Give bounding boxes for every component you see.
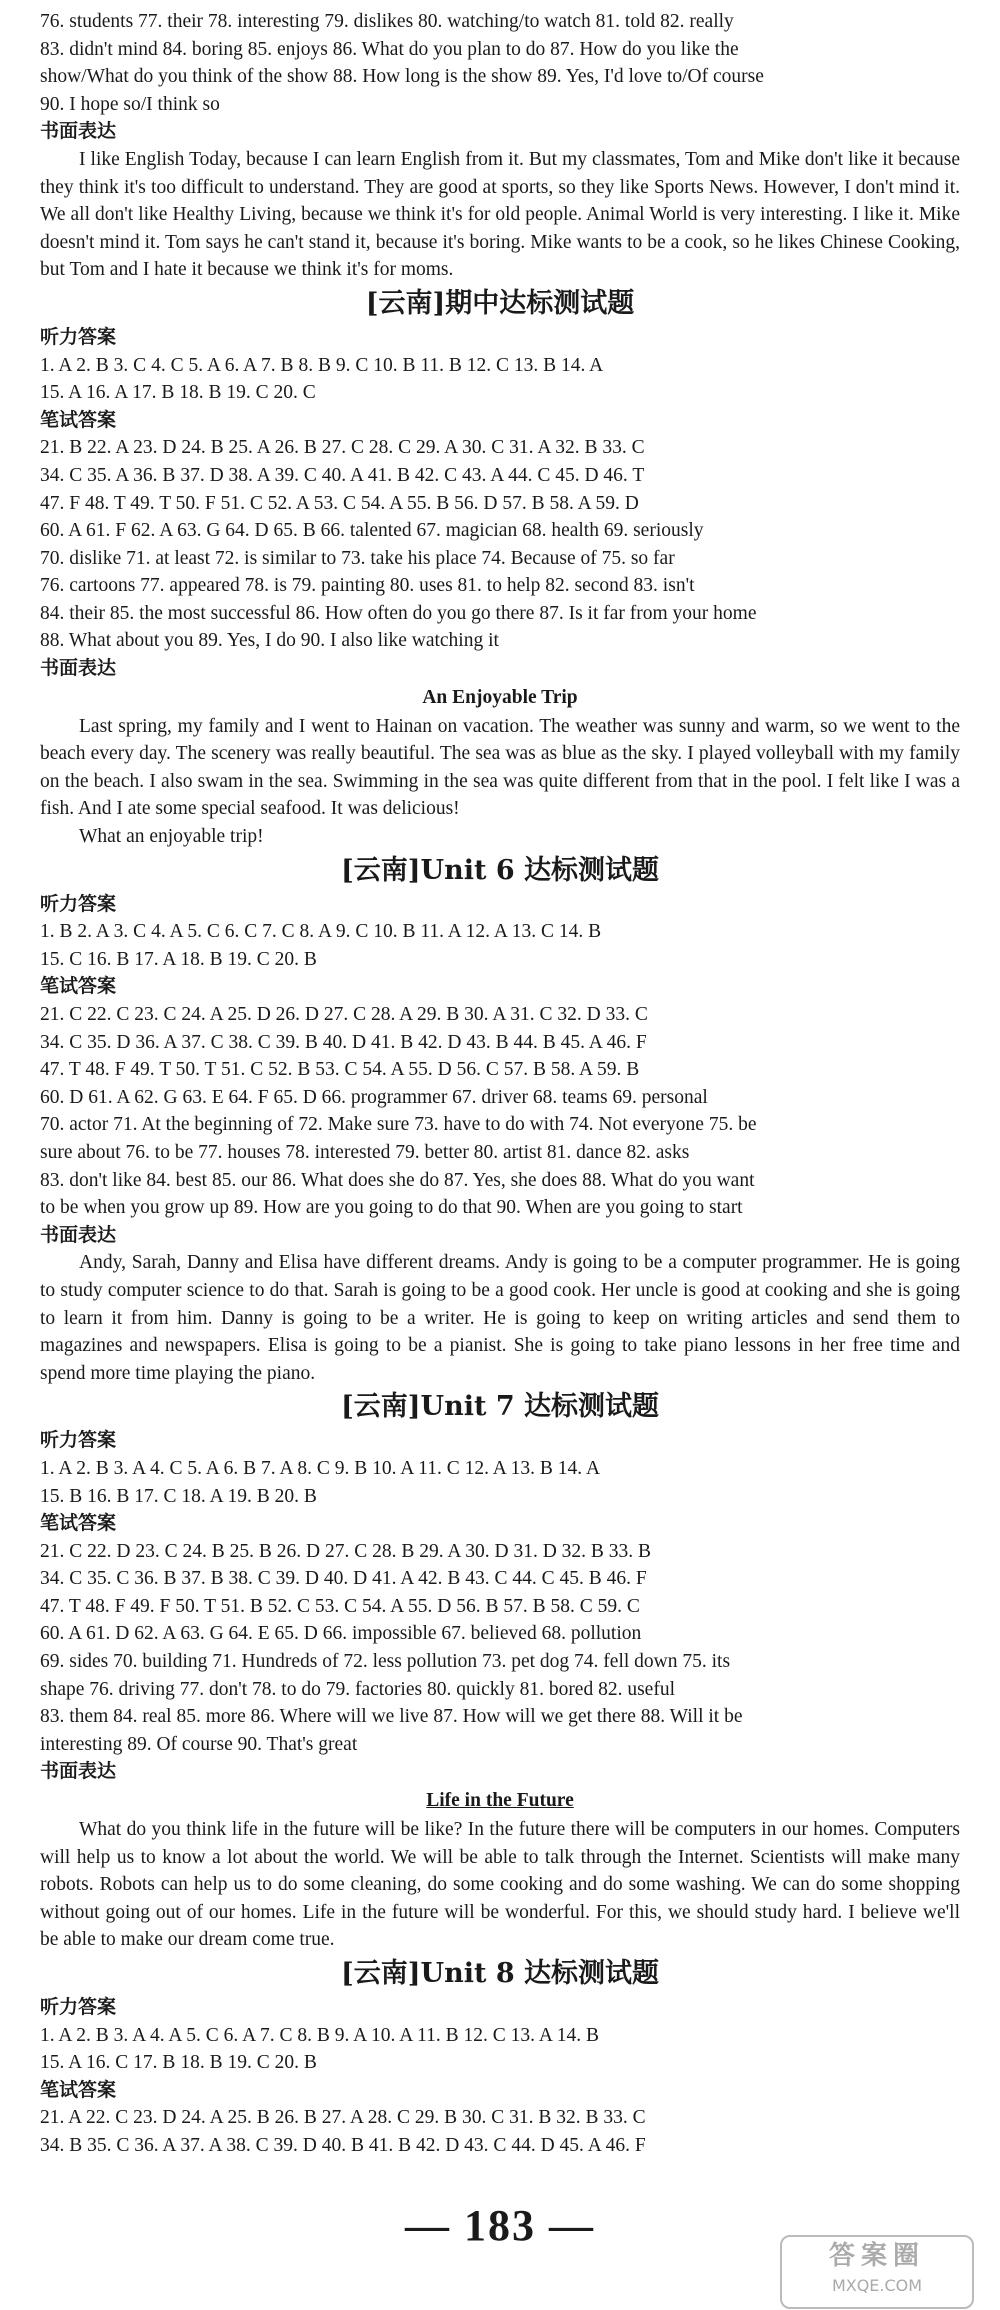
page-number: — 183 — xyxy=(405,2201,595,2250)
essay-paragraph: Last spring, my family and I went to Hainan on vacation. The weather was sunny and warm, so we went to the beach every day. The scenery was really beautiful. The sea was as blue as the sky. I played volleyball with my family on the beach. I also swam in the sea. Swimming in the sea was quite different from that in the pool. I felt like I was a fish. And I ate some special seafood. It was delicious! xyxy=(40,715,960,820)
answer-line: 60. A 61. D 62. A 63. G 64. E 65. D 66. impossible 67. believed 68. pollution xyxy=(40,1623,642,1645)
watermark-text: 答案圈 xyxy=(828,2241,925,2271)
answer-line: 21. A 22. C 23. D 24. A 25. B 26. B 27. A 28. C 29. B 30. C 31. B 32. B 33. C xyxy=(40,2107,646,2129)
answer-line: 21. B 22. A 23. D 24. B 25. A 26. B 27. C 28. C 29. A 30. C 31. A 32. B 33. C xyxy=(40,437,645,459)
answer-line: 21. C 22. D 23. C 24. B 25. B 26. D 27. C 28. B 29. A 30. D 31. D 32. B 33. B xyxy=(40,1540,652,1562)
answer-line: 34. C 35. A 36. B 37. D 38. A 39. C 40. A 41. B 42. C 43. A 44. C 45. D 46. T xyxy=(40,464,645,486)
answer-line: 83. didn't mind 84. boring 85. enjoys 86. What do you plan to do 87. How do you like the xyxy=(40,38,739,60)
answer-line: 15. A 16. C 17. B 18. B 19. C 20. B xyxy=(40,2052,317,2074)
answer-line: 76. cartoons 77. appeared 78. is 79. painting 80. uses 81. to help 82. second 83. isn't xyxy=(40,575,695,597)
writing-label: 书面表达 xyxy=(40,657,117,680)
answer-line: 90. I hope so/I think so xyxy=(40,93,220,115)
answer-line: 34. C 35. D 36. A 37. C 38. C 39. B 40. D 41. B 42. D 43. B 44. B 45. A 46. F xyxy=(40,1031,647,1053)
written-label: 笔试答案 xyxy=(40,1512,117,1535)
answer-line: 70. dislike 71. at least 72. is similar to 73. take his place 74. Because of 75. so far xyxy=(40,547,675,569)
answer-line: show/What do you think of the show 88. How long is the show 89. Yes, I'd love to/Of course xyxy=(40,66,764,88)
answer-line: 47. T 48. F 49. F 50. T 51. B 52. C 53. C 54. A 55. D 56. B 57. B 58. C 59. C xyxy=(40,1595,640,1617)
listening-label: 听力答案 xyxy=(40,1429,117,1452)
section-continued xyxy=(40,8,960,284)
section-heading: [云南]Unit 8 达标测试题 xyxy=(340,1958,660,1989)
essay-paragraph: I like English Today, because I can learn English from it. But my classmates, Tom and Mike don't like it because they think it's too difficult to understand. They are good at sports, so they like Sports News. However, I don't mind it. We all don't like Healthy Living, because we think it's for old people. Animal World is very interesting. I like it. Mike doesn't mind it. Tom says he can't stand it, because it's boring. Mike wants to be a cook, so he likes Chinese Cooking, but Tom and I hate it because we think it's for moms. xyxy=(40,148,960,281)
essay-paragraph: Andy, Sarah, Danny and Elisa have different dreams. Andy is going to be a computer programmer. He is going to study computer science to do that. Sarah is going to be a good cook. Her uncle is good at cooking and she is going to learn it from him. Danny is going to be a writer. He is going to keep on writing articles and send them to magazines and newspapers. Elisa is going to be a pianist. She is going to take piano lessons in her free time and spend more time playing the piano. xyxy=(40,1252,960,1384)
answer-line: shape 76. driving 77. don't 78. to do 79. factories 80. quickly 81. bored 82. useful xyxy=(40,1678,675,1700)
essay-title: An Enjoyable Trip xyxy=(422,686,578,708)
watermark-logo xyxy=(780,2235,974,2309)
answer-line: 15. A 16. A 17. B 18. B 19. C 20. C xyxy=(40,382,316,404)
essay-title: Life in the Future xyxy=(426,1790,574,1812)
answer-line: 83. don't like 84. best 85. our 86. What does she do 87. Yes, she does 88. What do you want xyxy=(40,1169,755,1191)
writing-label: 书面表达 xyxy=(40,1223,117,1246)
watermark-url: MXQE.COM xyxy=(831,2276,923,2295)
writing-label: 书面表达 xyxy=(40,1760,117,1783)
answer-line: 1. A 2. B 3. A 4. C 5. A 6. B 7. A 8. C 9. B 10. A 11. C 12. A 13. B 14. A xyxy=(40,1457,601,1479)
listening-label: 听力答案 xyxy=(40,892,117,915)
essay-paragraph: What do you think life in the future will be like? In the future there will be computers in our homes. Computers will help us to know a lot about the world. We will be able to talk through the Internet. Scientists will make many robots. Robots can help us to do some cleaning, do some cooking and do some washing. We can do some shopping without going out of our homes. Life in the future will be wonderful. For this, we should study hard. I believe we'll be able to make our dream come true. xyxy=(40,1819,960,1951)
answer-line: 34. B 35. C 36. A 37. A 38. C 39. D 40. B 41. B 42. D 43. C 44. D 45. A 46. F xyxy=(40,2134,646,2156)
answer-line: 60. A 61. F 62. A 63. G 64. D 65. B 66. talented 67. magician 68. health 69. seriously xyxy=(40,520,704,542)
essay-paragraph: What an enjoyable trip! xyxy=(79,826,264,848)
answer-line: 69. sides 70. building 71. Hundreds of 72. less pollution 73. pet dog 74. fell down 75. its xyxy=(40,1651,731,1673)
written-label: 笔试答案 xyxy=(40,408,117,431)
section-unit-8 xyxy=(40,1954,960,2160)
answer-line: 84. their 85. the most successful 86. How often do you go there 87. Is it far from your home xyxy=(40,602,757,624)
answer-line: 47. T 48. F 49. T 50. T 51. C 52. B 53. C 54. A 55. D 56. C 57. B 58. A 59. B xyxy=(40,1059,640,1081)
answer-line: 47. F 48. T 49. T 50. F 51. C 52. A 53. C 54. A 55. B 56. D 57. B 58. A 59. D xyxy=(40,492,639,514)
answer-line: 1. B 2. A 3. C 4. A 5. C 6. C 7. C 8. A 9. C 10. B 11. A 12. A 13. C 14. B xyxy=(40,921,602,943)
answer-line: 1. A 2. B 3. C 4. C 5. A 6. A 7. B 8. B 9. C 10. B 11. B 12. C 13. B 14. A xyxy=(40,354,604,376)
answer-line: 60. D 61. A 62. G 63. E 64. F 65. D 66. programmer 67. driver 68. teams 69. personal xyxy=(40,1086,708,1108)
answer-line: 15. C 16. B 17. A 18. B 19. C 20. B xyxy=(40,948,317,970)
section-heading: [云南]期中达标测试题 xyxy=(365,287,635,319)
answer-line: interesting 89. Of course 90. That's great xyxy=(40,1733,358,1755)
section-heading: [云南]Unit 6 达标测试题 xyxy=(340,854,660,886)
section-heading: [云南]Unit 7 达标测试题 xyxy=(340,1391,660,1423)
answer-line: 76. students 77. their 78. interesting 79. dislikes 80. watching/to watch 81. told 82. really xyxy=(40,11,734,32)
written-label: 笔试答案 xyxy=(40,975,117,998)
answer-line: 83. them 84. real 85. more 86. Where will we live 87. How will we get there 88. Will it be xyxy=(40,1706,743,1728)
answer-line: 70. actor 71. At the beginning of 72. Make sure 73. have to do with 74. Not everyone 75. be xyxy=(40,1114,757,1136)
answer-line: 88. What about you 89. Yes, I do 90. I also like watching it xyxy=(40,630,499,652)
answer-line: 34. C 35. C 36. B 37. B 38. C 39. D 40. D 41. A 42. B 43. C 44. C 45. B 46. F xyxy=(40,1568,647,1590)
answer-line: to be when you grow up 89. How are you going to do that 90. When are you going to start xyxy=(40,1197,743,1219)
answer-line: sure about 76. to be 77. houses 78. interested 79. better 80. artist 81. dance 82. asks xyxy=(40,1141,690,1163)
listening-label: 听力答案 xyxy=(40,1996,117,2018)
section-midterm xyxy=(40,284,960,851)
answer-line: 1. A 2. B 3. A 4. A 5. C 6. A 7. C 8. B 9. A 10. A 11. B 12. C 13. A 14. B xyxy=(40,2024,599,2046)
answer-line: 21. C 22. C 23. C 24. A 25. D 26. D 27. C 28. A 29. B 30. A 31. C 32. D 33. C xyxy=(40,1004,648,1025)
written-label: 笔试答案 xyxy=(40,2078,117,2101)
listening-label: 听力答案 xyxy=(40,325,117,348)
section-unit-6 xyxy=(40,851,960,1388)
section-unit-7 xyxy=(40,1387,960,1954)
answer-line: 15. B 16. B 17. C 18. A 19. B 20. B xyxy=(40,1485,317,1507)
writing-label: 书面表达 xyxy=(40,120,117,143)
